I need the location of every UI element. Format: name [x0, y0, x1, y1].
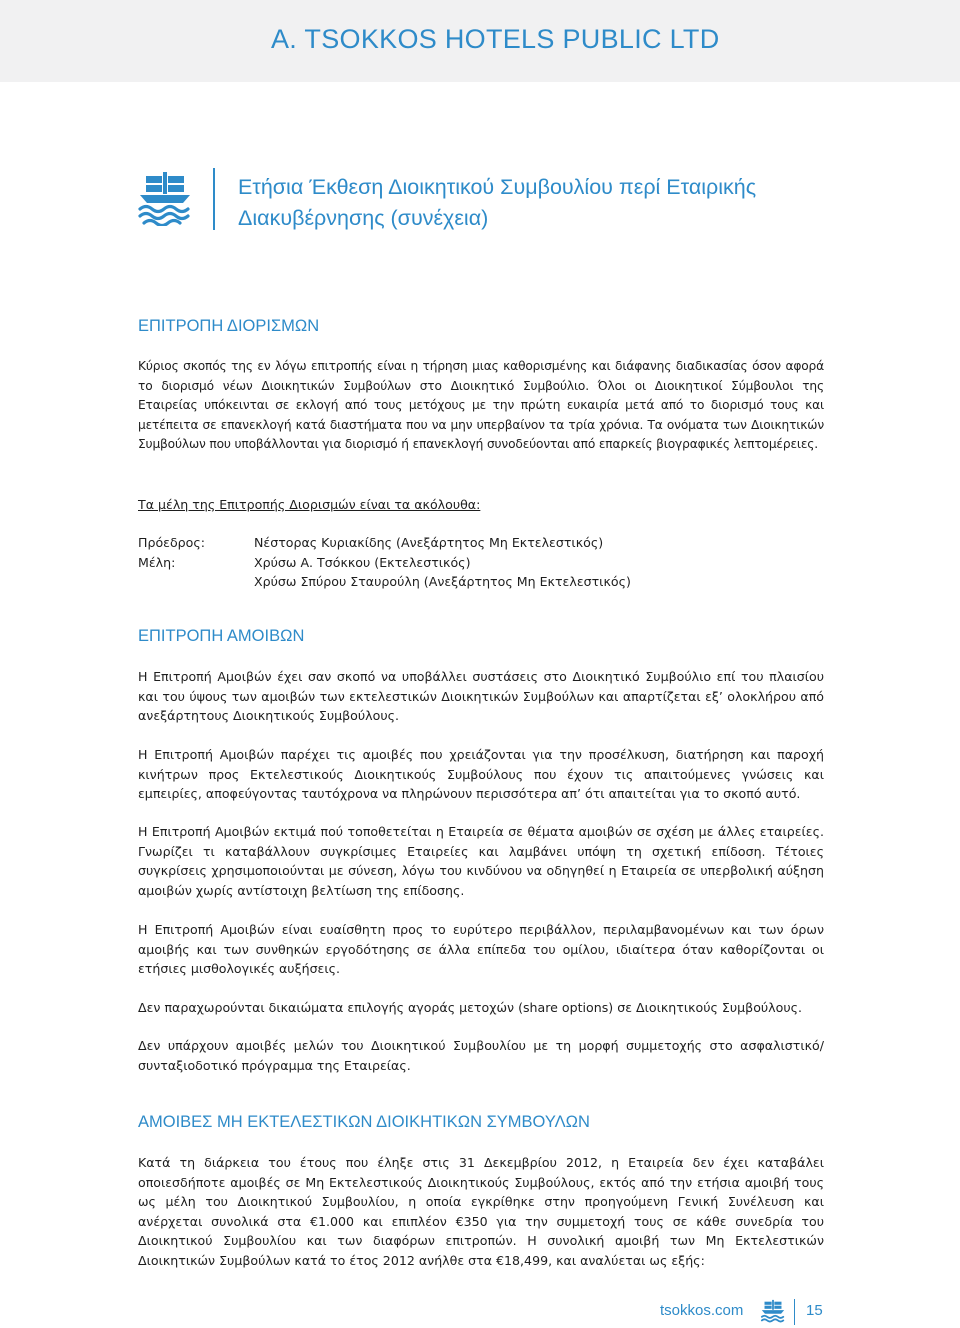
members-list — [138, 533, 824, 592]
report-title: Ετήσια Έκθεση Διοικητικού Συμβουλίου περί Εταιρικής Διακυβέρνησης (συνέχεια) — [238, 175, 757, 230]
members-label: Μέλη: — [138, 554, 176, 570]
remuneration-paragraph: Η Επιτροπή Αμοιβών είναι ευαίσθητη προς το ευρύτερο περιβάλλον, περιλαμβανομένων και των όρων αμοιβής και των συνθηκών εργοδότησης σε άλλα επίπεδα του ομίλου, ιδιαίτερα όταν καθορίζονται οι ετήσιες μισθολογικές αυξήσεις. — [138, 922, 824, 977]
member-row — [138, 553, 824, 573]
remuneration-paragraph: Δεν υπάρχουν αμοιβές μελών του Διοικητικού Συμβουλίου με τη μορφή συμμετοχής στο ασφαλιστικό/ συνταξιοδοτικό πρόγραμμα της Εταιρείας. — [138, 1038, 824, 1073]
remuneration-paragraph: Δεν παραχωρούνται δικαιώματα επιλογής αγοράς μετοχών (share options) σε Διοικητικούς Συμβούλους. — [138, 1000, 803, 1015]
ship-logo-small-icon — [760, 1299, 786, 1324]
member-name: Χρύσω Α. Τσόκκου (Εκτελεστικός) — [254, 554, 471, 570]
remuneration-paragraph: Η Επιτροπή Αμοιβών παρέχει τις αμοιβές που χρειάζονται για την προσέλκυση, διατήρηση και παροχή κινήτρων προς Εκτελεστικούς Διοικητικούς Συμβούλους που έχουν τις απαιτούμενες γνώσεις και εμπειρίες, αποφεύγοντας ταυτόχρονα να πληρώνουν περισσότερα απ’ ότι απαιτείται για το σκοπό αυτό. — [138, 747, 824, 802]
members-intro: Τα μέλη της Επιτροπής Διορισμών είναι τα ακόλουθα: — [138, 497, 481, 512]
chair-name: Νέστορας Κυριακίδης (Ανεξάρτητος Μη Εκτελεστικός) — [254, 535, 604, 550]
member-row — [138, 572, 824, 592]
ship-logo-icon — [136, 170, 194, 226]
member-name: Χρύσω Σπύρου Σταυρούλη (Ανεξάρτητος Μη Εκτελεστικός) — [254, 574, 631, 589]
remuneration-paragraph: Η Επιτροπή Αμοιβών εκτιμά πού τοποθετείται η Εταιρεία σε θέματα αμοιβών σε σχέση με άλλες εταιρείες. Γνωρίζει τι καταβάλλουν συγκρίσιμες Εταιρείες και λαμβάνει υπόψη τη σχετική επίδοση. Τέτοιες συγκρίσεις χρησιμοποιούνται με σύνεση, λόγω του κινδύνου να οδηγηθεί η Εταιρεία σε υπερβολική αύξηση αμοιβών χωρίς αντίστοιχη βελτίωση της επίδοσης. — [138, 824, 824, 898]
non-exec-fees-body: Κατά τη διάρκεια του έτους που έληξε στις 31 Δεκεμβρίου 2012, η Εταιρεία δεν έχει καταβάλει οποιεσδήποτε αμοιβές σε Μη Εκτελεστικούς Διοικητικούς Συμβούλους, εκτός από την ετήσια αμοιβή τους ως μέλη του Διοικητικού Συμβουλίου, η οποία εγκρίθηκε στην προηγούμενη Γενική Συνέλευση και ανέρχεται συνολικά στα €1.000 και επιπλέον €350 για την συμμετοχή τους σε κάθε συνεδρία του Διοικητικού Συμβουλίου και των διαφόρων επιτροπών. Η συνολική αμοιβή των Μη Εκτελεστικών Διοικητικών Συμβούλων κατά το έτος 2012 ανήλθε στα €18,499, και αναλύεται ως εξής: — [138, 1155, 824, 1268]
company-name: A. TSOKKOS HOTELS PUBLIC LTD — [271, 24, 720, 54]
appointments-body: Κύριος σκοπός της εν λόγω επιτροπής είναι η τήρηση μιας καθορισμένης και διάφανης διαδικασίας όσον αφορά το διορισμό νέων Διοικητικών Συμβούλων στο Διοικητικό Συμβούλιο. Όλοι οι Διοικητικοί Σύμβουλοι της Εταιρείας υπόκεινται σε εκλογή από τους μετόχους με την πρώτη ευκαιρία μετά από το διορισμό τους και μετέπειτα σε επανεκλογή κατά διαστήματα που να μην υπερβαίνον τα τρία χρόνια. Τα ονόματα των Διοικητικών Συμβούλων που υποβάλλονται για διορισμό ή επανεκλογή συνοδεύονται από επαρκείς βιογραφικές λεπτομέρειες. — [138, 359, 824, 451]
chair-label: Πρόεδρος: — [138, 535, 206, 550]
header-bar — [0, 0, 960, 82]
page-number: 15 — [806, 1302, 823, 1319]
website-link[interactable]: tsokkos.com — [660, 1302, 744, 1319]
header-divider — [213, 168, 215, 230]
chair-row — [138, 533, 824, 553]
footer-divider — [794, 1299, 795, 1325]
appointments-committee-title: ΕΠΙΤΡΟΠΗ ΔΙΟΡΙΣΜΩΝ — [138, 317, 320, 335]
non-exec-fees-title: ΑΜΟΙΒΕΣ ΜΗ ΕΚΤΕΛΕΣΤΙΚΩΝ ΔΙΟΙΚΗΤΙΚΩΝ ΣΥΜΒΟΥΛΩΝ — [138, 1113, 590, 1131]
remuneration-committee-title: ΕΠΙΤΡΟΠΗ ΑΜΟΙΒΩΝ — [138, 627, 305, 645]
remuneration-paragraph: Η Επιτροπή Αμοιβών έχει σαν σκοπό να υποβάλλει συστάσεις στο Διοικητικό Συμβούλιο επί του πλαισίου και του ύψους των αμοιβών των εκτελεστικών Διοικητικών Συμβούλων και απαρτίζεται εξ’ ολοκλήρου από ανεξάρτητους Διοικητικούς Συμβούλους. — [138, 669, 824, 724]
